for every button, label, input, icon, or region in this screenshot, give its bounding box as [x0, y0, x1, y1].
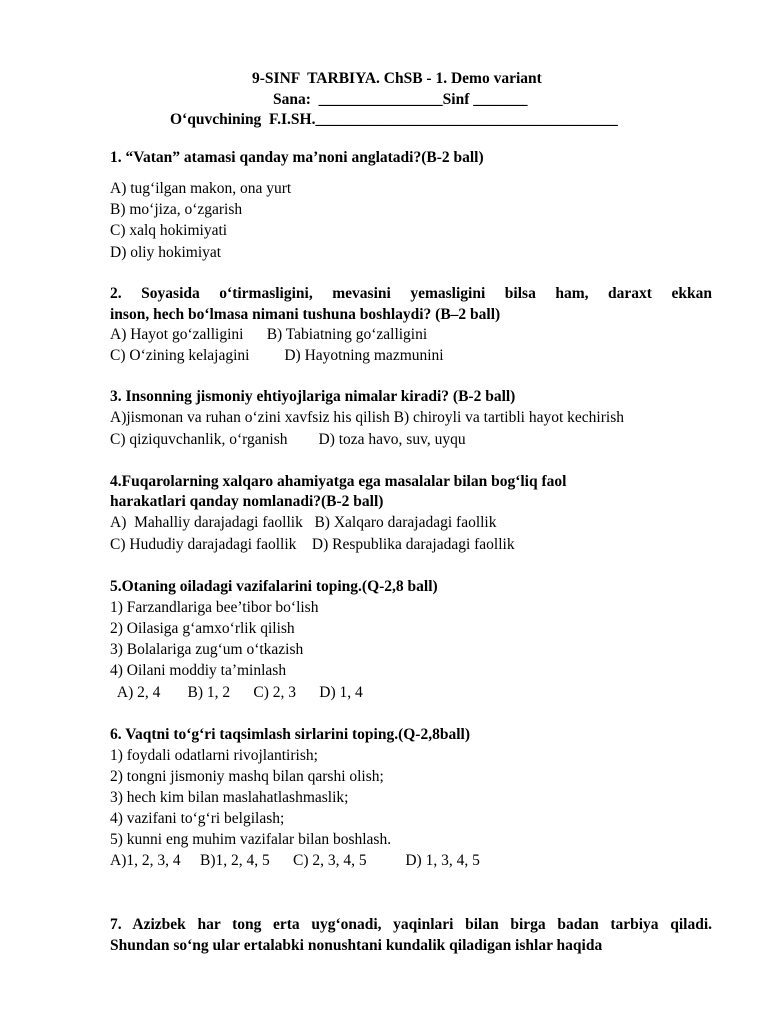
question-7-line-1: 7. Azizbek har tong erta uyg‘onadi, yaqinlari bilan birga badan tarbiya qiladi.: [110, 916, 712, 933]
student-name-line: O‘quvchining F.I.SH._______________________________________: [170, 111, 618, 128]
page-title: 9-SINF TARBIYA. ChSB - 1. Demo variant: [252, 70, 542, 87]
q1-option-c: C) xalq hokimiyati: [110, 222, 228, 239]
q5-item: 1) Farzandlariga bee’tibor bo‘lish: [110, 599, 319, 616]
q5-item: 2) Oilasiga g‘amxo‘rlik qilish: [110, 620, 295, 637]
q6-answers: A)1, 2, 3, 4 B)1, 2, 4, 5 C) 2, 3, 4, 5 D) 1, 3, 4, 5: [110, 852, 480, 869]
q3-options-line-1: A)jismonan va ruhan o‘zini xavfsiz his qilish B) chiroyli va tartibli hayot kechirish: [110, 409, 624, 426]
q6-item: 4) vazifani to‘g‘ri belgilash;: [110, 810, 285, 827]
q1-option-b: B) mo‘jiza, o‘zgarish: [110, 201, 243, 218]
q5-item: 3) Bolalariga zug‘um o‘tkazish: [110, 641, 304, 658]
date-class-line: Sana: ________________Sinf _______: [273, 91, 528, 108]
q6-item: 5) kunni eng muhim vazifalar bilan boshlash.: [110, 831, 392, 848]
question-5: 5.Otaning oiladagi vazifalarini toping.(Q-2,8 ball): [110, 578, 438, 595]
question-4-line-2: harakatlari qanday nomlanadi?(B-2 ball): [110, 493, 384, 510]
q2-options-line-1: A) Hayot go‘zalligini B) Tabiatning go‘zalligini: [110, 326, 428, 343]
q4-options-line-2: C) Hududiy darajadagi faollik D) Respublika darajadagi faollik: [110, 536, 515, 553]
q4-options-line-1: A) Mahalliy darajadagi faollik B) Xalqaro darajadagi faollik: [110, 514, 497, 531]
q6-item: 1) foydali odatlarni rivojlantirish;: [110, 747, 318, 764]
q3-options-line-2: C) qiziquvchanlik, o‘rganish D) toza havo, suv, uyqu: [110, 431, 466, 448]
q6-item: 3) hech kim bilan maslahatlashmaslik;: [110, 789, 349, 806]
question-7-line-2: Shundan so‘ng ular ertalabki nonushtani kundalik qiladigan ishlar haqida: [110, 937, 603, 954]
q1-option-a: A) tug‘ilgan makon, ona yurt: [110, 180, 292, 197]
q6-item: 2) tongni jismoniy mashq bilan qarshi olish;: [110, 768, 384, 785]
question-2-line-1: 2. Soyasida o‘tirmasligini, mevasini yemasligini bilsa ham, daraxt ekkan: [110, 285, 712, 302]
question-4-line-1: 4.Fuqarolarning xalqaro ahamiyatga ega masalalar bilan bog‘liq faol: [110, 473, 567, 490]
q1-option-d: D) oliy hokimiyat: [110, 244, 222, 261]
question-6: 6. Vaqtni to‘g‘ri taqsimlash sirlarini toping.(Q-2,8ball): [110, 726, 470, 743]
question-3: 3. Insonning jismoniy ehtiyojlariga nimalar kiradi? (B-2 ball): [110, 388, 516, 405]
q2-options-line-2: C) O‘zining kelajagini D) Hayotning mazmunini: [110, 347, 444, 364]
q5-answers: A) 2, 4 B) 1, 2 C) 2, 3 D) 1, 4: [110, 684, 363, 701]
question-1: 1. “Vatan” atamasi qanday ma’noni anglatadi?(B-2 ball): [110, 149, 484, 166]
question-2-line-2: inson, hech bo‘lmasa nimani tushuna boshlaydi? (B–2 ball): [110, 306, 501, 323]
q5-item: 4) Oilani moddiy ta’minlash: [110, 662, 287, 679]
